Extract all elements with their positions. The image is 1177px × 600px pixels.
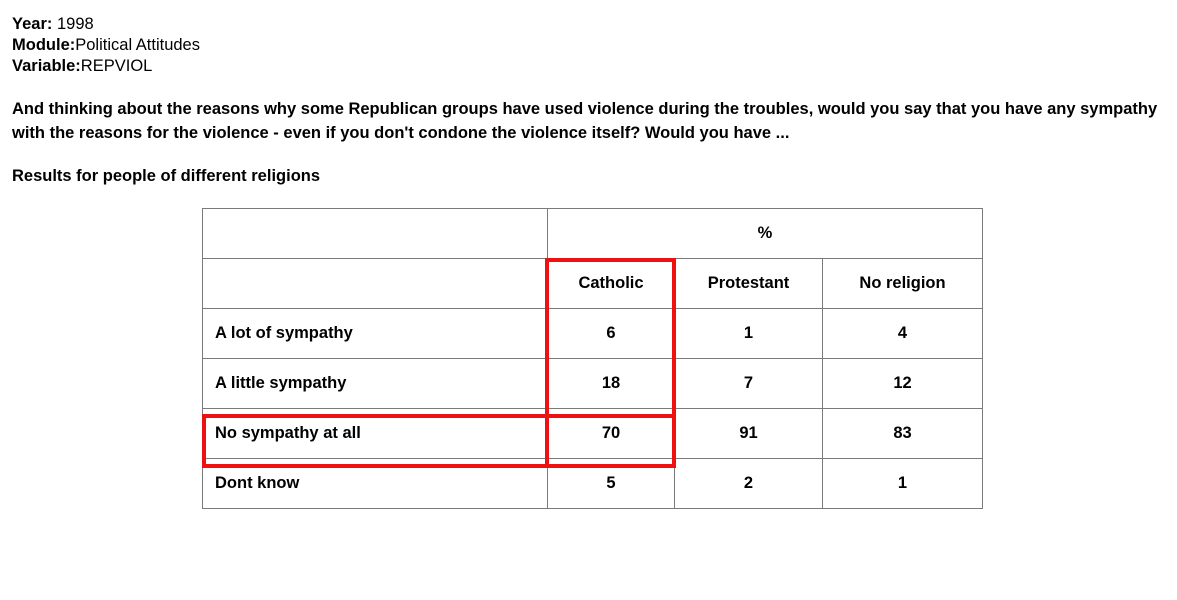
cell-dont-know-catholic: 5 (548, 459, 675, 509)
table-header-blank (203, 259, 548, 309)
meta-year-value: 1998 (56, 15, 94, 33)
table-row (203, 309, 983, 359)
meta-year (12, 14, 1177, 35)
meta-year-label: Year: (12, 15, 53, 33)
results-title: Results for people of different religions (12, 167, 321, 185)
meta-variable-value: REPVIOL (80, 57, 153, 75)
table-row (203, 459, 983, 509)
cell-a-lot-no-religion: 4 (823, 309, 983, 359)
row-label-dont-know: Dont know (203, 459, 548, 509)
row-label-no-sympathy-at-all: No sympathy at all (203, 409, 548, 459)
cell-no-sympathy-no-religion: 83 (823, 409, 983, 459)
cell-no-sympathy-protestant: 91 (675, 409, 823, 459)
results-table-container (202, 208, 982, 509)
cell-no-sympathy-catholic: 70 (548, 409, 675, 459)
table-row-headers (203, 259, 983, 309)
cell-a-little-catholic: 18 (548, 359, 675, 409)
question-text: And thinking about the reasons why some Republican groups have used violence during the troubles, would you say that you have any sympathy with the reasons for the violence - even if you don't condone the violence itself? Would you have ... (12, 100, 1158, 142)
row-label-a-little-sympathy: A little sympathy (203, 359, 548, 409)
meta-variable-label: Variable: (12, 57, 81, 75)
cell-a-little-protestant: 7 (675, 359, 823, 409)
column-header-catholic: Catholic (548, 259, 675, 309)
meta-module-label: Module: (12, 36, 76, 54)
table-row-unit (203, 209, 983, 259)
meta-module (12, 35, 1177, 56)
results-table (202, 208, 983, 509)
cell-dont-know-no-religion: 1 (823, 459, 983, 509)
table-unit-header: % (548, 209, 983, 259)
table-row (203, 409, 983, 459)
cell-a-lot-catholic: 6 (548, 309, 675, 359)
meta-variable (12, 56, 1177, 77)
cell-a-lot-protestant: 1 (675, 309, 823, 359)
table-corner-cell (203, 209, 548, 259)
row-label-a-lot-of-sympathy: A lot of sympathy (203, 309, 548, 359)
cell-dont-know-protestant: 2 (675, 459, 823, 509)
table-row (203, 359, 983, 409)
column-header-no-religion: No religion (823, 259, 983, 309)
cell-a-little-no-religion: 12 (823, 359, 983, 409)
meta-module-value: Political Attitudes (75, 36, 200, 54)
column-header-protestant: Protestant (675, 259, 823, 309)
